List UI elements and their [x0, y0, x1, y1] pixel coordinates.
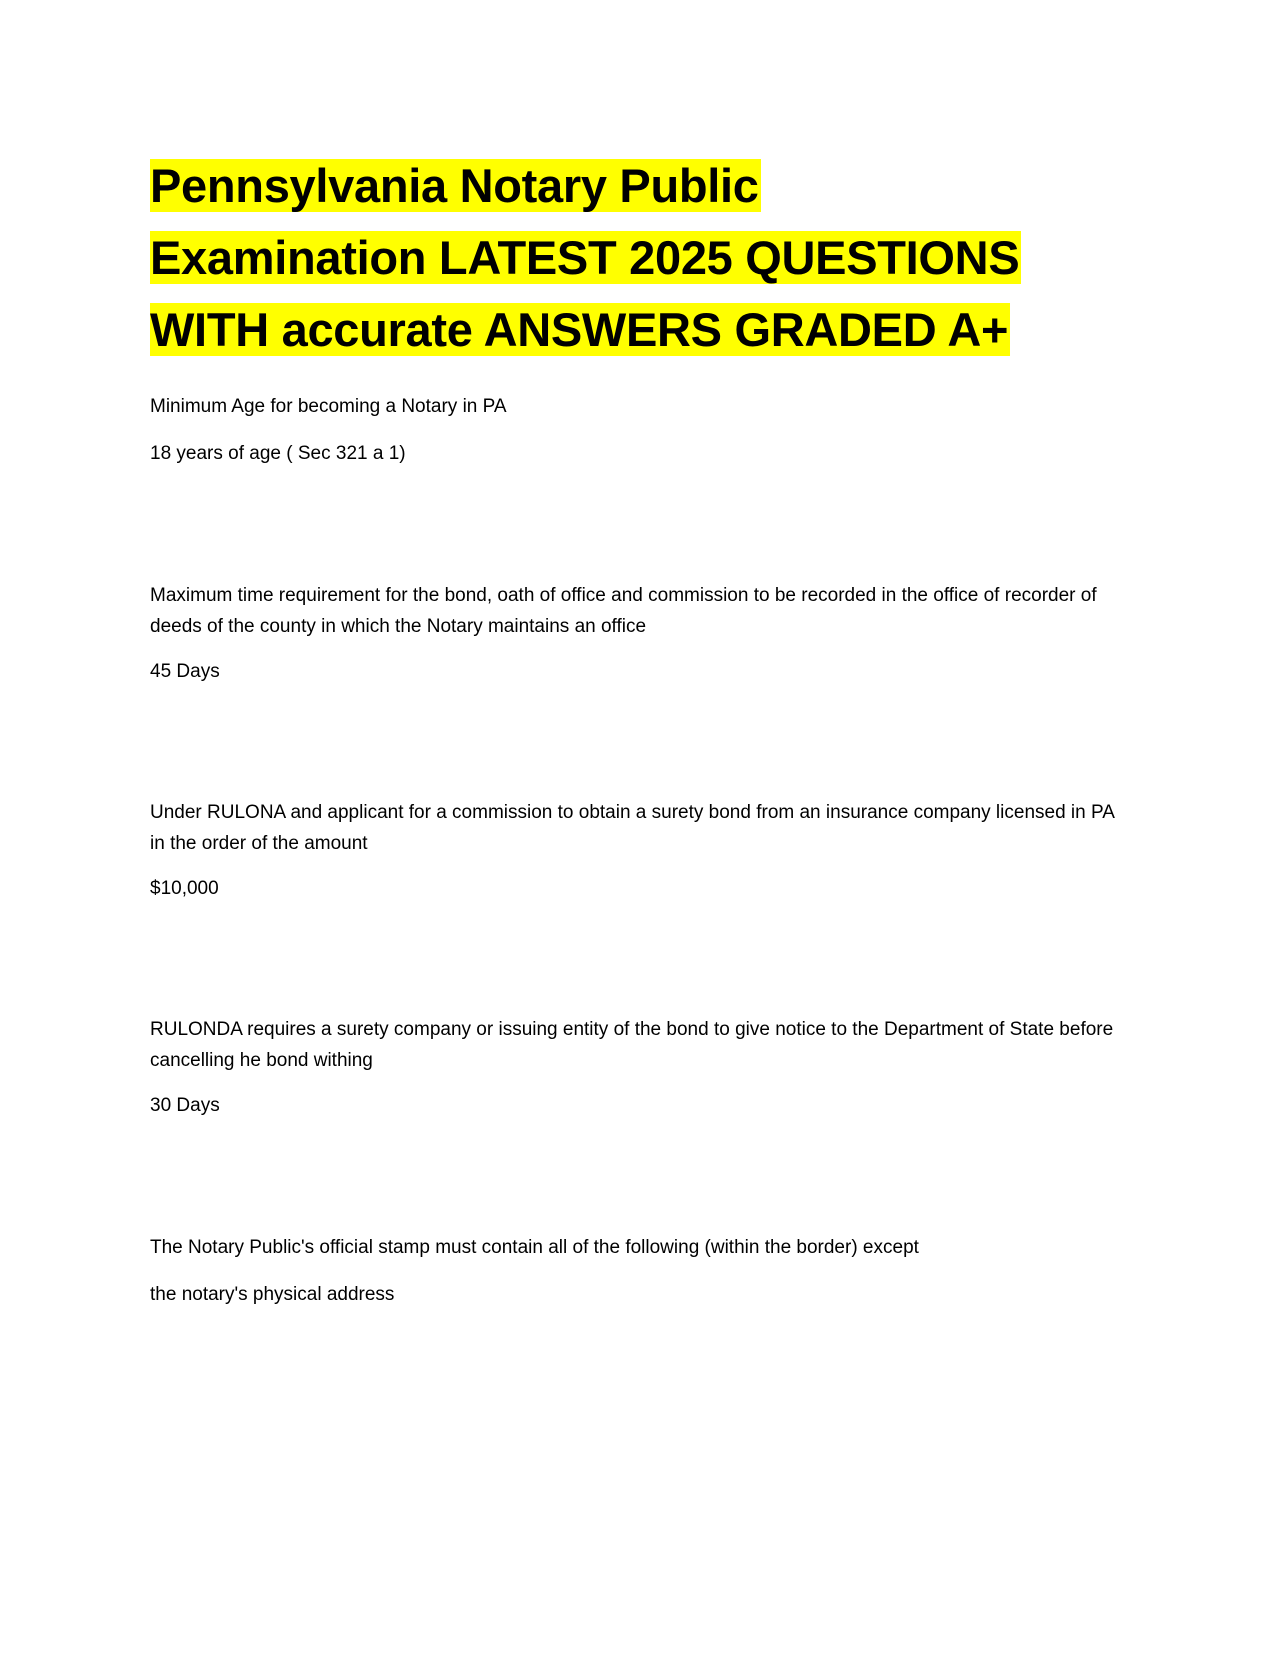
- answer-4: 30 Days: [150, 1095, 220, 1116]
- question-1: Minimum Age for becoming a Notary in PA: [150, 396, 507, 417]
- answer-3: $10,000: [150, 878, 219, 899]
- title-line-3: [150, 294, 1090, 366]
- document-title: [150, 150, 1090, 366]
- answer-5: the notary's physical address: [150, 1284, 395, 1305]
- question-2: Maximum time requirement for the bond, oath of office and commission to be recorded in the office of recorder of deeds of the county in which the Notary maintains an office: [150, 585, 1097, 637]
- question-5: The Notary Public's official stamp must contain all of the following (within the border) except: [150, 1237, 919, 1258]
- title-line-1: [150, 150, 1090, 222]
- title-line-3-text: WITH accurate ANSWERS GRADED A+: [150, 303, 1009, 356]
- title-line-2: [150, 222, 1090, 294]
- title-line-2-text: Examination LATEST 2025 QUESTIONS: [150, 231, 1020, 284]
- answer-2: 45 Days: [150, 661, 220, 682]
- question-3: Under RULONA and applicant for a commission to obtain a surety bond from an insurance company licensed in PA in the order of the amount: [150, 802, 1114, 854]
- answer-1: 18 years of age ( Sec 321 a 1): [150, 443, 406, 464]
- title-line-1-text: Pennsylvania Notary Public: [150, 159, 759, 212]
- question-4: RULONDA requires a surety company or issuing entity of the bond to give notice to the Department of State before cancelling he bond withing: [150, 1019, 1114, 1071]
